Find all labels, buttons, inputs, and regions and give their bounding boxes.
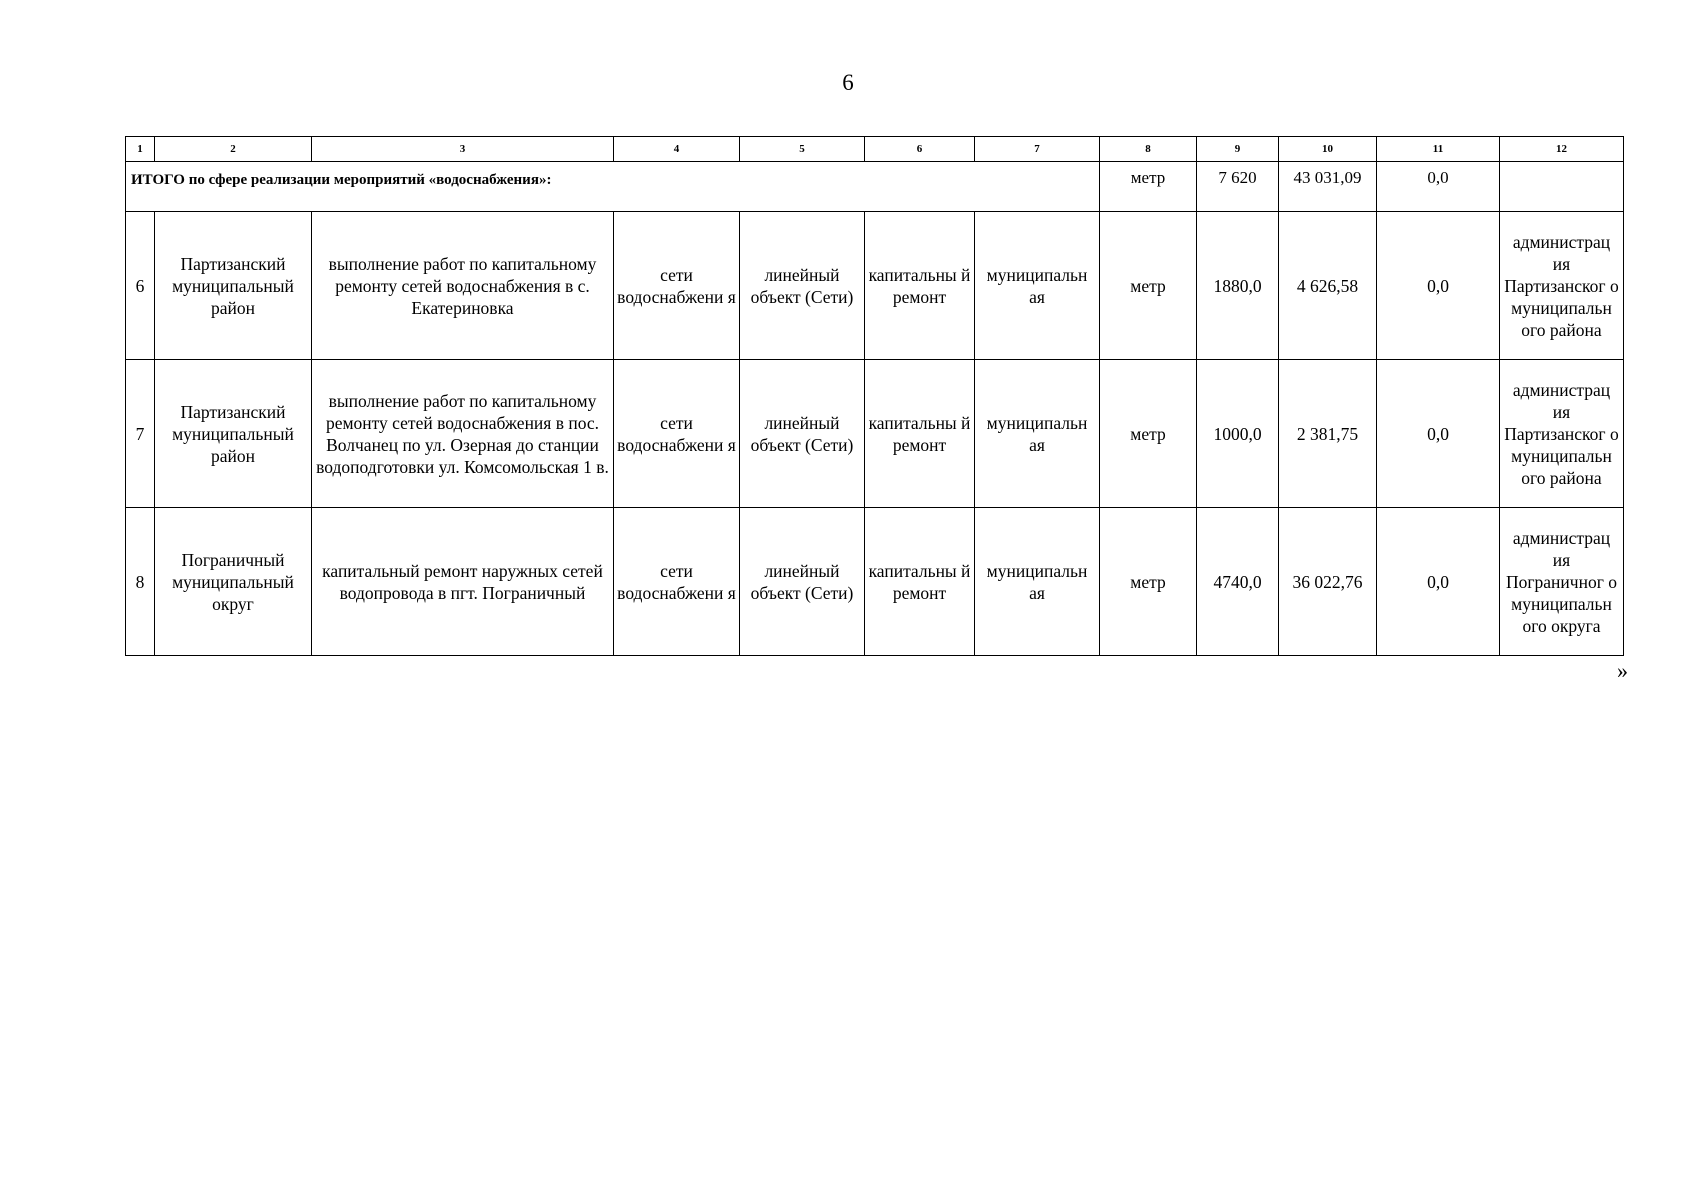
unit-cell: метр [1100,212,1197,360]
total-col11: 0,0 [1377,162,1500,212]
column-number: 9 [1197,137,1279,162]
measures-table [125,136,1624,656]
cost-cell: 4 626,58 [1279,212,1377,360]
quantity-cell: 4740,0 [1197,508,1279,656]
total-row [126,162,1624,212]
cost-cell: 36 022,76 [1279,508,1377,656]
column-number: 8 [1100,137,1197,162]
total-col12 [1500,162,1624,212]
column-number: 2 [155,137,312,162]
ownership-cell: муниципальн ая [975,508,1100,656]
closing-quote: » [1617,658,1628,683]
work-description-cell: выполнение работ по капитальному ремонту сетей водоснабжения в с. Екатериновка [312,212,614,360]
unit-cell: метр [1100,360,1197,508]
total-unit: метр [1100,162,1197,212]
object-type-cell: сети водоснабжени я [614,212,740,360]
object-kind-cell: линейный объект (Сети) [740,212,865,360]
work-description-cell: капитальный ремонт наружных сетей водопровода в пгт. Пограничный [312,508,614,656]
unit-cell: метр [1100,508,1197,656]
page-number: 6 [842,70,854,95]
work-type-cell: капитальны й ремонт [865,212,975,360]
work-description-cell: выполнение работ по капитальному ремонту сетей водоснабжения в пос. Волчанец по ул. Озерная до станции водоподготовки ул. Комсомольская 1 в. [312,360,614,508]
quantity-cell: 1880,0 [1197,212,1279,360]
column-number: 10 [1279,137,1377,162]
column-number: 4 [614,137,740,162]
column-number: 5 [740,137,865,162]
work-type-cell: капитальны й ремонт [865,360,975,508]
district-cell: Партизанский муниципальный район [155,212,312,360]
column-number: 7 [975,137,1100,162]
col11-cell: 0,0 [1377,360,1500,508]
ownership-cell: муниципальн ая [975,212,1100,360]
object-kind-cell: линейный объект (Сети) [740,508,865,656]
cost-cell: 2 381,75 [1279,360,1377,508]
column-number: 6 [865,137,975,162]
row-number: 7 [126,360,155,508]
object-type-cell: сети водоснабжени я [614,508,740,656]
row-number: 6 [126,212,155,360]
column-number: 12 [1500,137,1624,162]
table-row [126,360,1624,508]
col11-cell: 0,0 [1377,508,1500,656]
quantity-cell: 1000,0 [1197,360,1279,508]
row-number: 8 [126,508,155,656]
object-type-cell: сети водоснабжени я [614,360,740,508]
customer-cell: администрац ия Партизанског о муниципальн ого района [1500,360,1624,508]
column-number-row [126,137,1624,162]
district-cell: Пограничный муниципальный округ [155,508,312,656]
total-quantity: 7 620 [1197,162,1279,212]
col11-cell: 0,0 [1377,212,1500,360]
column-number: 1 [126,137,155,162]
ownership-cell: муниципальн ая [975,360,1100,508]
table-row [126,508,1624,656]
total-label: ИТОГО по сфере реализации мероприятий «водоснабжения»: [126,162,1100,212]
total-cost: 43 031,09 [1279,162,1377,212]
object-kind-cell: линейный объект (Сети) [740,360,865,508]
customer-cell: администрац ия Пограничног о муниципальн ого округа [1500,508,1624,656]
district-cell: Партизанский муниципальный район [155,360,312,508]
work-type-cell: капитальны й ремонт [865,508,975,656]
column-number: 11 [1377,137,1500,162]
table-row [126,212,1624,360]
customer-cell: администрац ия Партизанског о муниципальн ого района [1500,212,1624,360]
column-number: 3 [312,137,614,162]
